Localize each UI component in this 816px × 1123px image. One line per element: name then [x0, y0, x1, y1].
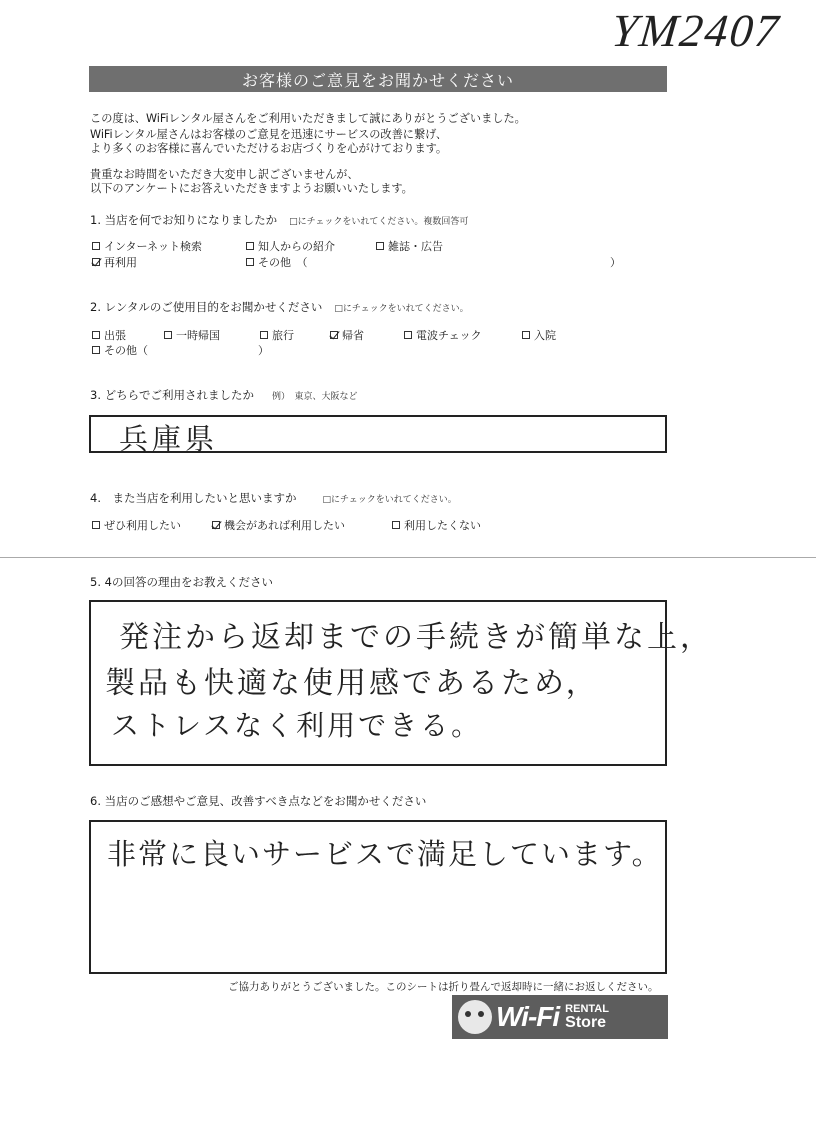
checkbox[interactable]: [92, 242, 100, 250]
checkbox[interactable]: [392, 521, 400, 529]
q3-answer-box[interactable]: [89, 415, 667, 456]
q3-title: [90, 387, 358, 403]
intro-line-5: 以下のアンケートにお答えいただきますようお願いいたします。: [90, 182, 413, 195]
q6-title: 6. 当店のご感想やご意見、改善すべき点などをお聞かせください: [90, 794, 427, 808]
q1-other-close: ）: [610, 256, 621, 269]
q3-note: 例） 東京、大阪など: [272, 392, 358, 402]
footer-note: ご協力ありがとうございました。このシートは折り畳んで返却時に一緒にお返しください。: [228, 981, 659, 993]
page-title: お客様のご意見をお聞かせください: [89, 66, 667, 92]
wifi-rental-store-logo: [452, 995, 668, 1039]
checkbox[interactable]: [522, 331, 530, 339]
q5-answer-line-2: 製品も快適な使用感であるため，: [105, 667, 599, 700]
q2-option-temp-return[interactable]: 一時帰国: [164, 327, 220, 343]
q2-note: □にチェックをいれてください。: [334, 304, 469, 314]
checkbox[interactable]: [404, 331, 412, 339]
q3-title-text: 3. どちらでご利用されましたか: [90, 388, 255, 402]
checkbox-checked[interactable]: [212, 521, 220, 529]
checkbox[interactable]: [92, 331, 100, 339]
q1-option-other[interactable]: その他 （: [246, 254, 308, 270]
q5-title: 5. 4の回答の理由をお教えください: [90, 575, 273, 589]
q5-answer-line-3: ストレスなく利用できる。: [111, 711, 483, 742]
checkbox[interactable]: [92, 346, 100, 354]
q5-answer-line-1: 発注から返却までの手続きが簡単な上，: [119, 621, 713, 654]
document-id: YM2407: [609, 5, 783, 56]
q2-option-hospital[interactable]: 入院: [522, 327, 556, 343]
q2-option-other[interactable]: その他（: [92, 342, 148, 358]
logo-right: [565, 1004, 609, 1031]
intro-line-4: 貴重なお時間をいただき大変申し訳ございませんが、: [90, 168, 359, 181]
q1-title: [90, 212, 468, 228]
q6-answer-box[interactable]: [89, 820, 667, 974]
q1-option-referral[interactable]: 知人からの紹介: [246, 238, 335, 254]
checkbox-checked[interactable]: [92, 258, 100, 266]
section-divider: [0, 557, 816, 558]
q4-title: [90, 490, 457, 506]
logo-rental-text: RENTAL: [565, 1002, 609, 1015]
q4-option-definitely[interactable]: ぜひ利用したい: [92, 517, 181, 533]
q1-option-search[interactable]: インターネット検索: [92, 238, 202, 254]
checkbox[interactable]: [164, 331, 172, 339]
q2-other-close: ）: [258, 344, 269, 357]
q1-option-reuse[interactable]: 再利用: [92, 254, 137, 270]
q2-title-text: 2. レンタルのご使用目的をお聞かせください: [90, 300, 323, 314]
checkbox[interactable]: [92, 521, 100, 529]
q5-answer-box[interactable]: [89, 600, 713, 766]
intro-line-3: より多くのお客様に喜んでいただけるお店づくりを心がけております。: [90, 142, 448, 155]
q1-note: □にチェックをいれてください。複数回答可: [289, 217, 469, 227]
checkbox-checked[interactable]: [330, 331, 338, 339]
checkbox[interactable]: [246, 258, 254, 266]
q2-option-business[interactable]: 出張: [92, 327, 126, 343]
mascot-icon: [458, 1000, 492, 1034]
q4-option-if-chance[interactable]: 機会があれば利用したい: [212, 517, 345, 533]
intro-line-2: WiFiレンタル屋さんはお客様のご意見を迅速にサービスの改善に繋げ、: [90, 128, 448, 141]
q6-answer: 非常に良いサービスで満足しています。: [107, 839, 663, 871]
logo-wifi-text: Wi-Fi: [496, 1001, 560, 1032]
checkbox[interactable]: [246, 242, 254, 250]
q3-answer: 兵庫県: [119, 424, 219, 456]
q4-title-text: 4. また当店を利用したいと思いますか: [90, 491, 297, 505]
checkbox[interactable]: [376, 242, 384, 250]
q2-option-homecoming[interactable]: 帰省: [330, 327, 364, 343]
q4-note: □にチェックをいれてください。: [322, 495, 457, 505]
q2-title: [90, 299, 469, 315]
q2-option-travel[interactable]: 旅行: [260, 327, 294, 343]
q4-option-no[interactable]: 利用したくない: [392, 517, 481, 533]
checkbox[interactable]: [260, 331, 268, 339]
q1-title-text: 1. 当店を何でお知りになりましたか: [90, 213, 278, 227]
intro-line-1: この度は、WiFiレンタル屋さんをご利用いただきまして誠にありがとうございました。: [90, 112, 526, 125]
q2-option-signal-check[interactable]: 電波チェック: [404, 327, 482, 343]
logo-store-text: Store: [565, 1013, 607, 1031]
q1-option-magazine[interactable]: 雑誌・広告: [376, 238, 443, 254]
